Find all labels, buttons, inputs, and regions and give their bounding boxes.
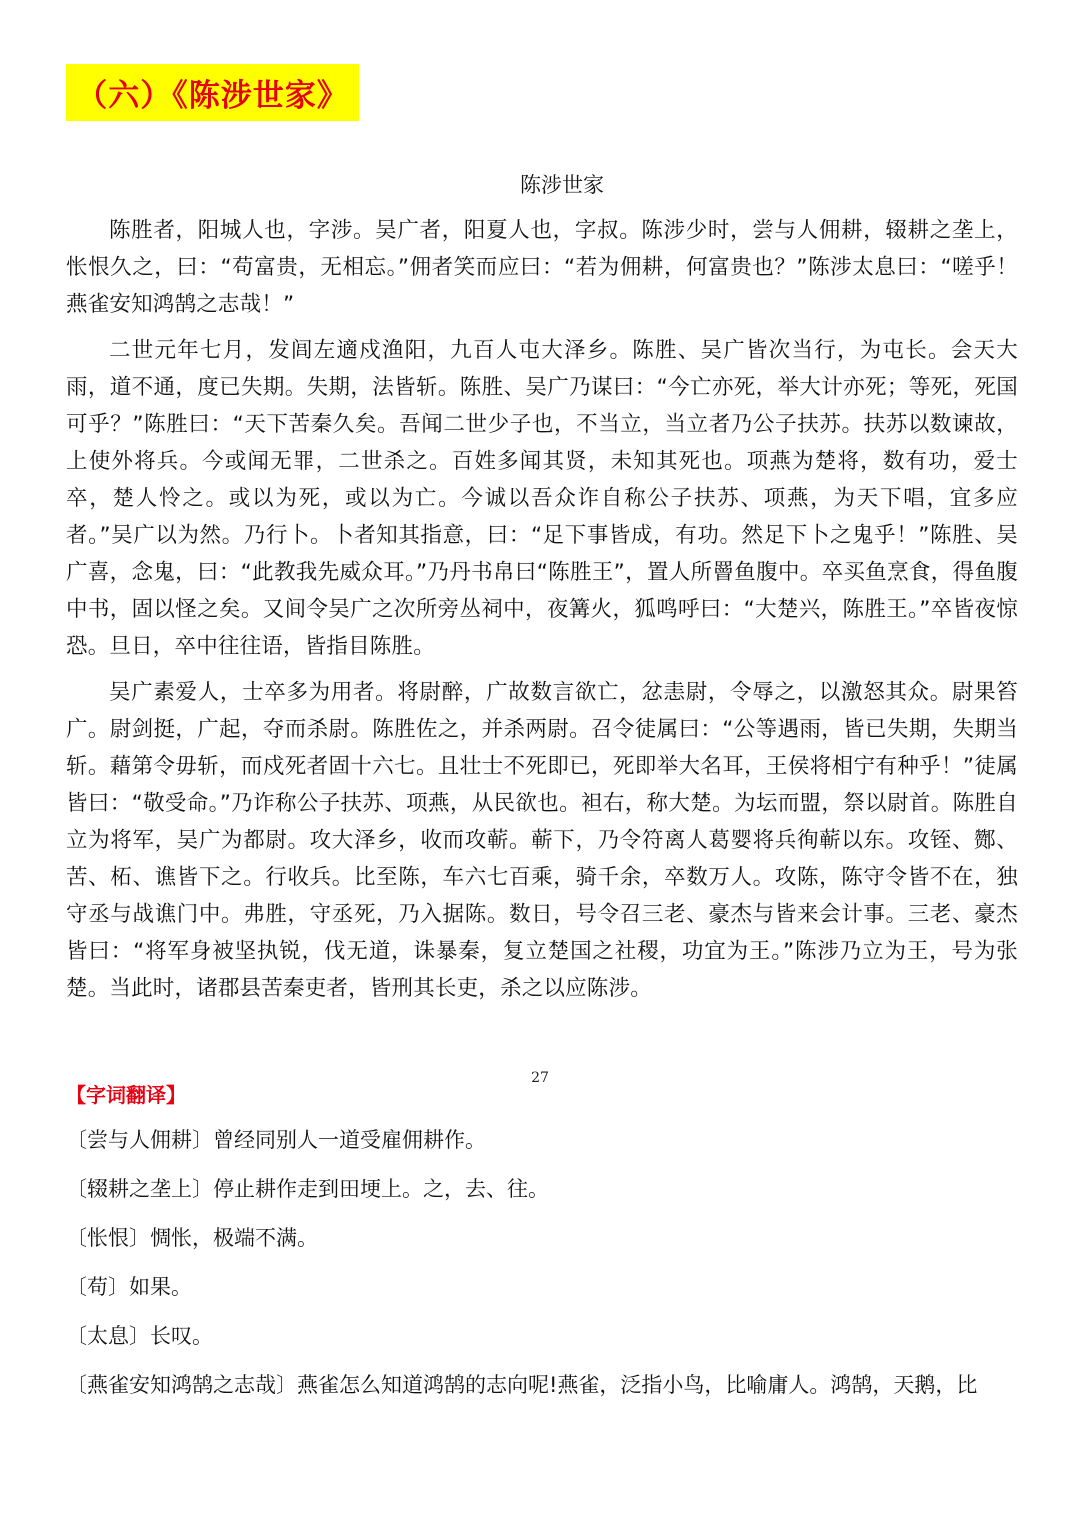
vocab-entry: 〔苟〕如果。	[66, 1275, 192, 1299]
vocab-entry: 〔怅恨〕惆怅，极端不满。	[66, 1226, 318, 1250]
passage-paragraph-2: 二世元年七月，发闾左適戍渔阳，九百人屯大泽乡。陈胜、吴广皆次当行，为屯长。会天大雨，道不通，度已失期。失期，法皆斩。陈胜、吴广乃谋曰：“今亡亦死，举大计亦死；等死，死国可乎？”陈胜曰：“天下苦秦久矣。吾闻二世少子也，不当立，当立者乃公子扶苏。扶苏以数谏故，上使外将兵。今或闻无罪，二世杀之。百姓多闻其贤，未知其死也。项燕为楚将，数有功，爱士卒，楚人怜之。或以为死，或以为亡。今诚以吾众诈自称公子扶苏、项燕，为天下唱，宜多应者。”吴广以为然。乃行卜。卜者知其指意，曰：“足下事皆成，有功。然足下卜之鬼乎！”陈胜、吴广喜，念鬼，曰：“此教我先威众耳。”乃丹书帛曰“陈胜王”，置人所罾鱼腹中。卒买鱼烹食，得鱼腹中书，固以怪之矣。又间令吴广之次所旁丛祠中，夜篝火，狐鸣呼曰：“大楚兴，陈胜王。”卒皆夜惊恐。旦日，卒中往往语，皆指目陈胜。	[66, 338, 1018, 659]
passage-paragraph-1: 陈胜者，阳城人也，字涉。吴广者，阳夏人也，字叔。陈涉少时，尝与人佣耕，辍耕之垄上，怅恨久之，曰：“苟富贵，无相忘。”佣者笑而应曰：“若为佣耕，何富贵也？”陈涉太息曰：“嗟乎！燕雀安知鸿鹄之志哉！”	[66, 218, 1018, 317]
passage-body	[66, 212, 1018, 1016]
vocab-entry: 〔燕雀安知鸿鹄之志哉〕燕雀怎么知道鸿鹄的志向呢!燕雀，泛指小鸟，比喻庸人。鸿鹄，天鹅，比	[66, 1373, 978, 1397]
page-number: 27	[531, 1070, 549, 1086]
passage-paragraph-3: 吴广素爱人，士卒多为用者。将尉醉，广故数言欲亡，忿恚尉，令辱之，以激怒其众。尉果笞广。尉剑挺，广起，夺而杀尉。陈胜佐之，并杀两尉。召令徒属曰：“公等遇雨，皆已失期，失期当斩。藉第令毋斩，而戍死者固十六七。且壮士不死即已，死即举大名耳，王侯将相宁有种乎！”徒属皆曰：“敬受命。”乃诈称公子扶苏、项燕，从民欲也。袒右，称大楚。为坛而盟，祭以尉首。陈胜自立为将军，吴广为都尉。攻大泽乡，收而攻蕲。蕲下，乃令符离人葛婴将兵徇蕲以东。攻铚、酂、苦、柘、谯皆下之。行收兵。比至陈，车六七百乘，骑千余，卒数万人。攻陈，陈守令皆不在，独守丞与战谯门中。弗胜，守丞死，乃入据陈。数日，号令召三老、豪杰与皆来会计事。三老、豪杰皆曰：“将军身被坚执锐，伐无道，诛暴秦，复立楚国之社稷，功宜为王。”陈涉乃立为王，号为张楚。当此时，诸郡县苦秦吏者，皆刑其长吏，杀之以应陈涉。	[66, 680, 1018, 1001]
document-title: 陈涉世家	[520, 173, 604, 197]
vocab-list	[66, 1125, 1018, 1419]
vocab-entry: 〔太息〕长叹。	[66, 1324, 213, 1348]
vocab-entry: 〔辍耕之垄上〕停止耕作走到田埂上。之，去、往。	[66, 1177, 549, 1201]
vocab-entry: 〔尝与人佣耕〕曾经同别人一道受雇佣耕作。	[66, 1128, 486, 1152]
section-heading: （六）《陈涉世家》	[66, 64, 359, 121]
vocab-heading: 【字词翻译】	[66, 1083, 186, 1107]
